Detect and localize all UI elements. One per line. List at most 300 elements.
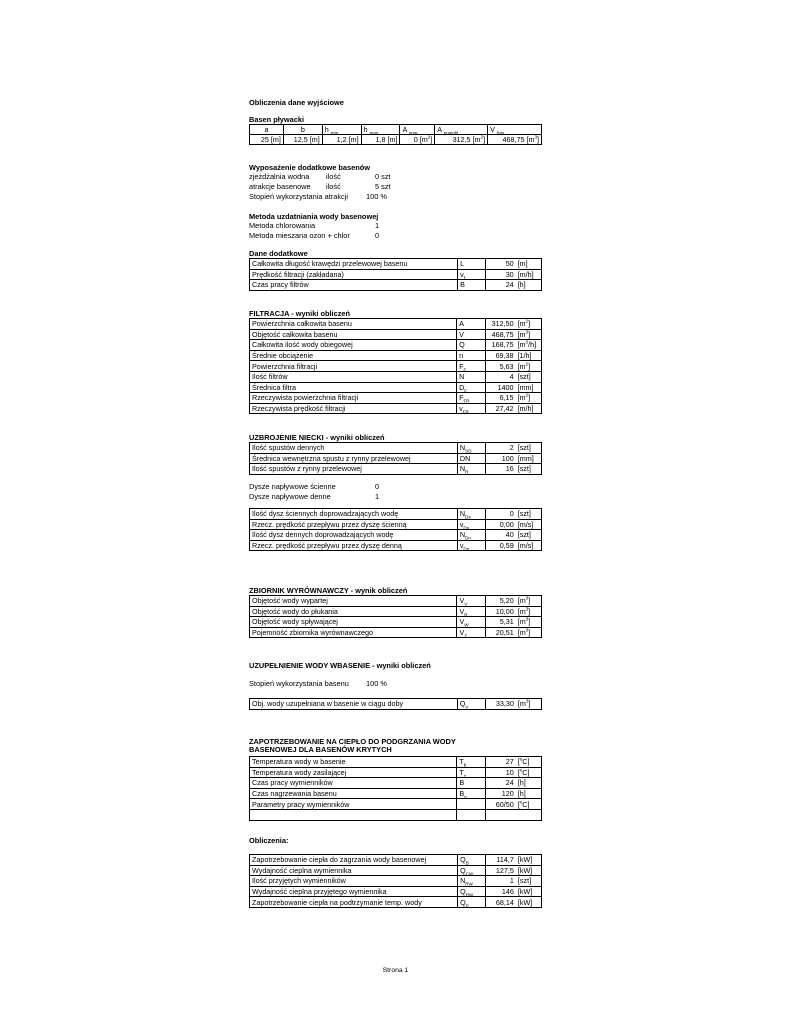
dysze-table	[249, 508, 542, 551]
uzupelnienie-table	[249, 698, 542, 710]
symbol-letter: V	[459, 617, 465, 627]
obliczenia-value: 114,7	[486, 855, 516, 866]
zbiornik-value: 5,20	[486, 596, 516, 607]
zbiornik-label: Pojemność zbiornika wyrównawczego	[250, 627, 457, 638]
zapotrzebowanie-table	[249, 756, 542, 821]
obliczenia-row	[250, 865, 542, 876]
zapotrzebowanie-value: 24	[485, 778, 515, 789]
unit-text: [m/h]	[517, 404, 534, 414]
obliczenia-symbol	[458, 876, 486, 887]
value-number: 0	[413, 135, 420, 144]
filtracja-unit	[516, 361, 542, 372]
filtracja-row	[250, 382, 542, 393]
obliczenia-unit	[516, 865, 542, 876]
symbol-letter: T	[459, 757, 464, 767]
unit-text: [m	[517, 628, 526, 638]
header-subscript: min	[330, 130, 339, 136]
zapotrzebowanie-row	[250, 778, 542, 789]
metoda-item-val: 1	[375, 221, 380, 230]
zapotrzebowanie-label: Temperatura wody w basenie	[250, 757, 457, 768]
symbol-subscript: R	[465, 469, 469, 475]
basen-header-row	[250, 125, 542, 135]
unit-superscript: 2	[525, 393, 529, 399]
obliczenia-label: Zapotrzebowanie ciepła do zagrzania wody basenowej	[250, 855, 458, 866]
symbol-letter: N	[459, 443, 466, 453]
filtracja-value: 168,75	[485, 340, 515, 351]
zbiornik-label: Objętość wody spływającej	[250, 617, 457, 628]
symbol-subscript: RW	[465, 881, 473, 887]
zbiornik-unit	[516, 596, 542, 607]
zbiornik-symbol	[457, 627, 486, 638]
dane-symbol	[458, 280, 486, 291]
unit-text: [m	[517, 329, 526, 339]
symbol-letter: Q	[460, 865, 466, 875]
uzbrojenie-table	[249, 442, 542, 475]
filtracja-symbol	[457, 382, 486, 393]
unit-text: [m/s]	[517, 519, 534, 529]
dysze-symbol	[457, 519, 485, 530]
page-footer: Strona 1	[382, 967, 409, 974]
stopien-basenu-label: Stopień wykorzystania basenu	[249, 679, 349, 688]
dane-value: 50	[486, 259, 516, 270]
dysze-symbol	[457, 509, 485, 520]
zbiornik-row	[250, 617, 542, 628]
obliczenia-symbol	[458, 865, 486, 876]
unit-text: [m	[517, 393, 526, 403]
zapotrzebowanie-heading-1: ZAPOTRZEBOWANIE NA CIEPŁO DO PODGRZANIA WODY	[249, 737, 456, 746]
dysze-value: 0,00	[486, 519, 516, 530]
basen-header-cell	[283, 125, 322, 135]
dysze-symbol	[457, 540, 485, 551]
uzbrojenie-value: 16	[486, 464, 516, 475]
symbol-letter: v	[459, 541, 464, 551]
dane-unit	[516, 280, 542, 291]
value-number: 12,5	[293, 135, 310, 144]
dane-unit	[516, 259, 542, 270]
symbol-subscript: Dn	[463, 546, 470, 552]
unit-text: [kW]	[517, 865, 533, 875]
basen-header-cell	[250, 125, 284, 135]
symbol-subscript: R	[464, 612, 468, 618]
basen-value-cell	[283, 135, 322, 145]
stopien-atrakcji-label: Stopień wykorzystania atrakcji	[249, 192, 348, 201]
filtracja-heading: FILTRACJA - wyniki obliczeń	[249, 309, 351, 318]
zapotrzebowanie-value: 120	[485, 788, 515, 799]
symbol-letter: Q	[460, 855, 466, 865]
dysze-label: Ilość dysz ściennych doprowadzających wodę	[250, 509, 458, 520]
zapotrzebowanie-unit	[516, 778, 542, 789]
filtracja-unit	[516, 350, 542, 361]
unit-superscript: 3	[525, 340, 529, 346]
metoda-item-val: 0	[375, 230, 380, 240]
zapotrzebowanie-row	[250, 788, 542, 799]
stopien-atrakcji-value: 100 %	[366, 192, 387, 201]
uzupelnienie-value: 33,30	[486, 699, 516, 710]
uzbrojenie-row	[250, 464, 542, 475]
zbiornik-unit	[516, 627, 542, 638]
zbiornik-label: Objętość wody wypartej	[250, 596, 457, 607]
obliczenia-unit	[516, 886, 542, 897]
dane-table	[249, 258, 542, 291]
dysze-value: 0,59	[486, 540, 516, 551]
zbiornik-label: Objętość wody do płukania	[250, 606, 457, 617]
basen-value-cell	[322, 135, 361, 145]
zapotrzebowanie-unit	[516, 809, 542, 820]
symbol-subscript: V	[464, 601, 468, 607]
filtracja-symbol	[457, 371, 486, 382]
filtracja-unit	[516, 340, 542, 351]
symbol-letter: N	[460, 876, 466, 886]
uzbrojenie-symbol	[457, 443, 485, 454]
symbol-letter: v	[460, 269, 464, 279]
unit-text: [1/h]	[517, 351, 532, 361]
filtracja-row	[250, 319, 542, 330]
zapotrzebowanie-label: Temperatura wody zasilającej	[250, 767, 457, 778]
obliczenia-row	[250, 897, 542, 908]
symbol-letter: v	[459, 404, 463, 414]
zbiornik-value: 10,00	[486, 606, 516, 617]
zapotrzebowanie-value	[485, 809, 515, 820]
zbiornik-unit	[516, 606, 542, 617]
zbiornik-table	[249, 595, 542, 638]
unit-close: ]	[528, 699, 531, 709]
basen-header-cell	[488, 125, 542, 135]
value-unit: [m]	[270, 135, 281, 144]
obliczenia-unit	[516, 855, 542, 866]
zapotrzebowanie-label: Czas pracy wymienników	[250, 778, 457, 789]
filtracja-label: Objętość całkowita basenu	[250, 329, 457, 340]
zbiornik-symbol	[457, 617, 486, 628]
filtracja-value: 6,15	[485, 393, 515, 404]
symbol-subscript: FR	[462, 409, 469, 415]
zbiornik-row	[250, 606, 542, 617]
dane-row	[250, 280, 542, 291]
filtracja-symbol	[457, 350, 486, 361]
unit-close: C]	[522, 757, 530, 767]
unit-superscript: 3	[525, 595, 529, 601]
filtracja-unit	[516, 329, 542, 340]
basen-table	[249, 124, 542, 145]
header-symbol: a	[264, 125, 269, 134]
zapotrzebowanie-symbol	[457, 809, 486, 820]
symbol-letter: Q	[459, 699, 466, 709]
obliczenia-value: 68,14	[486, 897, 516, 908]
metoda-item-label: Metoda chlorowania	[249, 221, 316, 230]
unit-superscript: 3	[525, 617, 529, 623]
unit-close: ]	[528, 393, 531, 403]
uzbrojenie-value: 100	[486, 453, 516, 464]
obliczenia-value: 127,5	[486, 865, 516, 876]
unit-text: [m/h]	[517, 269, 534, 279]
unit-superscript: 2	[427, 134, 431, 140]
dysze-row	[250, 519, 542, 530]
uzbrojenie-heading: UZBROJENIE NIECKI - wyniki obliczeń	[249, 433, 385, 442]
unit-text: [m	[517, 340, 526, 350]
symbol-letter: v	[459, 519, 464, 529]
unit-text: [szt]	[517, 509, 531, 519]
dane-value: 30	[486, 269, 516, 280]
unit-superscript: 2	[525, 361, 529, 367]
basen-header-cell	[322, 125, 361, 135]
header-symbol: h	[363, 125, 368, 134]
obliczenia-table	[249, 854, 542, 908]
obliczenia-label: Wydajność cieplna przyjętego wymiennika	[250, 886, 458, 897]
obliczenia-symbol	[458, 897, 486, 908]
value-unit: [m	[419, 135, 428, 144]
dysze-row	[250, 540, 542, 551]
symbol-subscript: b	[463, 762, 467, 768]
unit-superscript: o	[519, 767, 523, 773]
unit-close: ]	[528, 361, 531, 371]
unit-text: [szt]	[517, 530, 531, 540]
symbol-subscript: B	[465, 860, 469, 866]
zapotrzebowanie-unit	[516, 788, 542, 799]
filtracja-label: Powierzchnia całkowita basenu	[250, 319, 457, 330]
filtracja-value: 468,75	[485, 329, 515, 340]
basen-header-cell	[435, 125, 488, 135]
wyposazenie-item-label: zjeżdżalnia wodna	[249, 172, 310, 181]
zapotrzebowanie-value: 60/50	[485, 799, 515, 810]
uzbrojenie-row	[250, 453, 542, 464]
wyposazenie-item-val: 0 szt	[375, 172, 391, 181]
unit-text: [kW]	[517, 897, 533, 907]
filtracja-unit	[516, 393, 542, 404]
symbol-subscript: CW	[465, 871, 474, 877]
wyposazenie-item-mid: ilość	[326, 172, 341, 181]
unit-close: C]	[522, 767, 530, 777]
symbol-letter: Q	[459, 340, 465, 350]
header-subscript: powobl	[443, 130, 459, 136]
header-symbol: V	[490, 125, 495, 134]
symbol-subscript: Ds	[465, 514, 471, 520]
filtracja-label: Średnica filtra	[250, 382, 457, 393]
unit-superscript: o	[519, 799, 523, 805]
zbiornik-heading: ZBIORNIK WYRÓWNAWCZY - wynik obliczeń	[249, 586, 408, 595]
unit-close: ]	[528, 606, 531, 616]
symbol-letter: B	[460, 280, 465, 290]
value-unit: [m	[526, 135, 535, 144]
dysze-value: 40	[486, 530, 516, 541]
filtracja-label: Średnie obciążenie	[250, 350, 457, 361]
unit-text: [	[517, 767, 520, 777]
header-symbol: h	[324, 125, 329, 134]
filtracja-row	[250, 371, 542, 382]
zapotrzebowanie-symbol	[457, 788, 486, 799]
symbol-letter: T	[459, 767, 464, 777]
zbiornik-row	[250, 627, 542, 638]
uzbrojenie-symbol	[457, 464, 485, 475]
obliczenia-unit	[516, 897, 542, 908]
value-unit: [m]	[309, 135, 320, 144]
symbol-subscript: W	[464, 622, 469, 628]
unit-superscript: o	[519, 756, 523, 762]
filtracja-row	[250, 350, 542, 361]
uzupelnienie-unit	[516, 699, 542, 710]
metoda-item-label: Metoda mieszana ozon + chlor	[249, 230, 350, 240]
basen-heading: Basen pływacki	[249, 115, 305, 124]
symbol-subscript: n	[464, 794, 467, 800]
filtracja-symbol	[457, 361, 486, 372]
uzbrojenie-unit	[516, 464, 542, 475]
dysze-item-val: 1	[375, 491, 380, 501]
zbiornik-unit	[516, 617, 542, 628]
filtracja-row	[250, 329, 542, 340]
unit-text: [kW]	[517, 855, 533, 865]
zbiornik-symbol	[457, 596, 486, 607]
header-subscript: pow	[408, 130, 418, 136]
symbol-letter: F	[459, 393, 464, 403]
unit-text: [m	[517, 617, 526, 627]
symbol-letter: N	[459, 530, 466, 540]
unit-text: [kW]	[517, 887, 533, 897]
filtracja-value: 5,63	[485, 361, 515, 372]
symbol-subscript: RW	[465, 892, 474, 898]
symbol-letter: DN	[459, 453, 471, 463]
filtracja-unit	[516, 382, 542, 393]
zapotrzebowanie-heading-2: BASENOWEJ DLA BASENÓW KRYTYCH	[249, 745, 392, 754]
obliczenia-row	[250, 886, 542, 897]
unit-superscript: 3	[525, 627, 529, 633]
unit-close: ]	[537, 135, 539, 144]
zapotrzebowanie-row	[250, 799, 542, 810]
symbol-letter: L	[460, 259, 465, 269]
unit-text: [mm]	[517, 382, 534, 392]
header-subscript: bas	[496, 130, 505, 136]
filtracja-label: Powierzchnia filtracji	[250, 361, 457, 372]
symbol-letter: Q	[460, 897, 466, 907]
symbol-subscript: Z	[464, 633, 468, 639]
zapotrzebowanie-label: Parametry pracy wymienników	[250, 799, 457, 810]
symbol-subscript: SD	[465, 448, 472, 454]
filtracja-row	[250, 403, 542, 414]
zapotrzebowanie-row	[250, 809, 542, 820]
value-number: 312,5	[452, 135, 473, 144]
dane-row	[250, 269, 542, 280]
dane-heading: Dane dodatkowe	[249, 249, 308, 258]
zapotrzebowanie-unit	[516, 767, 542, 778]
dane-value: 24	[486, 280, 516, 291]
wyposazenie-item-val: 5 szt	[375, 181, 391, 191]
dane-symbol	[458, 259, 486, 270]
dysze-value: 0	[486, 509, 516, 520]
filtracja-unit	[516, 319, 542, 330]
dysze-label: Ilość dysz dennych doprowadzających wodę	[250, 530, 458, 541]
symbol-subscript: F	[464, 388, 468, 394]
filtracja-value: 4	[485, 371, 515, 382]
filtracja-row	[250, 340, 542, 351]
filtracja-value: 312,50	[485, 319, 515, 330]
obliczenia-row	[250, 876, 542, 887]
header-symbol: A	[402, 125, 407, 134]
dane-label: Całkowita długość krawędzi przelewowej basenu	[250, 259, 458, 270]
dysze-item-label: Dysze napływowe denne	[249, 491, 331, 501]
uzupelnienie-row	[250, 699, 542, 710]
wyposazenie-item-mid: ilość	[326, 181, 341, 191]
dysze-item-label: Dysze napływowe ścienne	[249, 482, 336, 491]
symbol-letter: N	[459, 509, 466, 519]
symbol-subscript: Dn	[465, 535, 471, 541]
zbiornik-value: 5,31	[486, 617, 516, 628]
filtracja-symbol	[457, 340, 486, 351]
basen-value-cell	[488, 135, 542, 145]
filtracja-value: 27,42	[485, 403, 515, 414]
filtracja-value: 69,38	[485, 350, 515, 361]
basen-header-cell	[361, 125, 400, 135]
zapotrzebowanie-symbol	[457, 778, 486, 789]
filtracja-symbol	[457, 329, 486, 340]
unit-text: [szt]	[517, 464, 531, 474]
zapotrzebowanie-symbol	[457, 799, 486, 810]
dane-symbol	[458, 269, 486, 280]
dysze-row	[250, 509, 542, 520]
unit-text: [h]	[517, 778, 526, 788]
symbol-letter: D	[459, 382, 465, 392]
filtracja-symbol	[457, 319, 486, 330]
symbol-letter: B	[459, 789, 465, 799]
obliczenia-value: 1	[486, 876, 516, 887]
obliczenia-label: Wydajność cieplna wymiennika	[250, 865, 458, 876]
obliczenia-symbol	[458, 855, 486, 866]
basen-value-cell	[361, 135, 400, 145]
value-unit: [m	[472, 135, 481, 144]
filtracja-unit	[516, 371, 542, 382]
unit-superscript: 3	[525, 329, 529, 335]
symbol-letter: V	[459, 596, 465, 606]
dysze-row	[250, 530, 542, 541]
symbol-subscript: F	[463, 367, 467, 373]
symbol-subscript: P	[465, 903, 469, 909]
basen-value-row	[250, 135, 542, 145]
symbol-letter: N	[459, 372, 465, 382]
header-subscript: max	[369, 130, 379, 136]
unit-text: [m	[517, 699, 526, 709]
symbol-letter: V	[459, 329, 464, 339]
unit-text: [szt]	[517, 372, 531, 382]
symbol-letter: F	[459, 361, 464, 371]
symbol-letter: A	[459, 319, 464, 329]
unit-close: ]	[430, 135, 433, 144]
uzbrojenie-label: Ilość spustów dennych	[250, 443, 458, 454]
symbol-subscript: f	[463, 275, 465, 281]
value-number: 1,2	[336, 135, 349, 144]
dane-unit	[516, 269, 542, 280]
unit-text: [h]	[517, 280, 526, 290]
dysze-label: Rzecz. prędkość przepływu przez dyszę denną	[250, 540, 458, 551]
filtracja-label: Ilość filtrów	[250, 371, 457, 382]
unit-close: ]	[528, 596, 531, 606]
unit-superscript: 2	[525, 318, 529, 324]
obliczenia-label: Ilość przyjętych wymienników	[250, 876, 458, 887]
header-symbol: A	[437, 125, 442, 134]
symbol-subscript: FR	[463, 398, 470, 404]
unit-text: [m	[517, 361, 526, 371]
zapotrzebowanie-label	[250, 809, 457, 820]
filtracja-value: 1400	[485, 382, 515, 393]
symbol-subscript: Ds	[463, 525, 470, 531]
dane-label: Prędkość filtracji (zakładana)	[250, 269, 458, 280]
zapotrzebowanie-label: Czas nagrzewania basenu	[250, 788, 457, 799]
unit-superscript: 2	[480, 134, 484, 140]
zapotrzebowanie-unit	[516, 757, 542, 768]
zapotrzebowanie-row	[250, 757, 542, 768]
symbol-letter: Q	[460, 887, 466, 897]
uzupelnienie-heading: UZUPEŁNIENIE WODY WBASENIE - wyniki obliczeń	[249, 661, 431, 670]
zbiornik-symbol	[457, 606, 486, 617]
dysze-label: Rzecz. prędkość przepływu przez dyszę ścienną	[250, 519, 458, 530]
value-number: 1,8	[375, 135, 388, 144]
dysze-unit	[516, 530, 542, 541]
obliczenia-heading: Obliczenia:	[249, 836, 289, 845]
